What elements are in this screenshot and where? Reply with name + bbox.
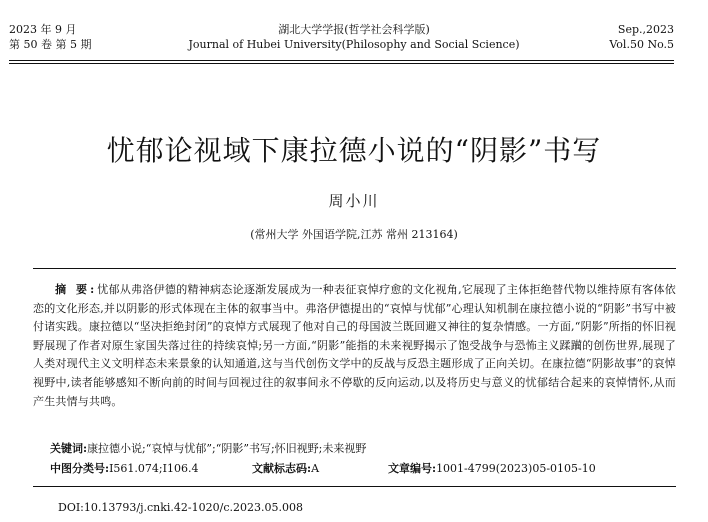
abstract-top-rule bbox=[33, 268, 676, 269]
abstract bbox=[33, 281, 676, 411]
abstract-text: 忧郁从弗洛伊德的精神病态论逐渐发展成为一种表征哀悼疗愈的文化视角,它展现了主体拒绝替代物以维持原有客体依恋的文化形态,并以阴影的形式体现在主体的叙事当中。弗洛伊德提出的“哀悼与忧郁”心理认知机制在康拉德小说的“阴影”书写中被付诸实践。康拉德以“坚决拒绝封闭”的哀悼方式展现了他对自己的母国波兰既回避又神往的复杂情感。一方面,“阴影”所指的怀旧视野展现了作者对原生家国失落过往的持续哀悼;另一方面,“阴影”能指的未来视野揭示了饱受战争与恐怖主义蹂躏的创伤世界,展现了人类对现代主义文明样态未来景象的认知通道,这与当代创伤文学中的反战与反恐主题形成了正向关切。在康拉德“阴影故事”的哀悼视野中,读者能够感知不断向前的时间与回视过往的叙事间永不停歇的反向运动,以及将历史与意义的忧郁结合起来的哀悼情怀,从而产生共情与共鸣。 bbox=[33, 283, 676, 408]
article-author: 周小川 bbox=[328, 192, 380, 210]
keywords-text: 康拉德小说;“哀悼与忧郁”;“阴影”书写;怀旧视野;未来视野 bbox=[87, 442, 367, 455]
issue-volume: 第 50 卷 第 5 期 bbox=[9, 38, 92, 51]
author-affiliation: (常州大学 外国语学院,江苏 常州 213164) bbox=[250, 228, 458, 241]
journal-name-en: Journal of Hubei University(Philosophy and Social Science) bbox=[188, 38, 520, 51]
article-no-value: 1001-4799(2023)05-0105-10 bbox=[436, 462, 596, 475]
clc-label: 中图分类号: bbox=[50, 462, 110, 475]
classification-line bbox=[50, 461, 676, 477]
doi: DOI:10.13793/j.cnki.42-1020/c.2023.05.008 bbox=[58, 501, 303, 514]
article-title: 忧郁论视域下康拉德小说的“阴影”书写 bbox=[106, 134, 602, 167]
issue-date-en: Sep.,2023 bbox=[617, 23, 674, 36]
header-rule-thick bbox=[9, 60, 674, 61]
article-no-label: 文章编号: bbox=[388, 462, 437, 475]
issue-date: 2023 年 9 月 bbox=[9, 23, 77, 36]
abstract-label: 摘 要: bbox=[55, 283, 98, 296]
abstract-bottom-rule bbox=[33, 486, 676, 487]
journal-name-cn: 湖北大学学报(哲学社会科学版) bbox=[278, 23, 430, 36]
issue-volume-en: Vol.50 No.5 bbox=[609, 38, 674, 51]
header-left bbox=[9, 22, 91, 52]
doc-code-value: A bbox=[311, 462, 320, 475]
keywords-label: 关键词: bbox=[50, 442, 88, 455]
header-rule-thin bbox=[9, 63, 674, 64]
header-center bbox=[150, 22, 558, 52]
clc-value: I561.074;I106.4 bbox=[109, 462, 199, 475]
doc-code-label: 文献标志码: bbox=[252, 462, 312, 475]
keywords bbox=[50, 441, 676, 457]
header-right bbox=[609, 22, 674, 52]
